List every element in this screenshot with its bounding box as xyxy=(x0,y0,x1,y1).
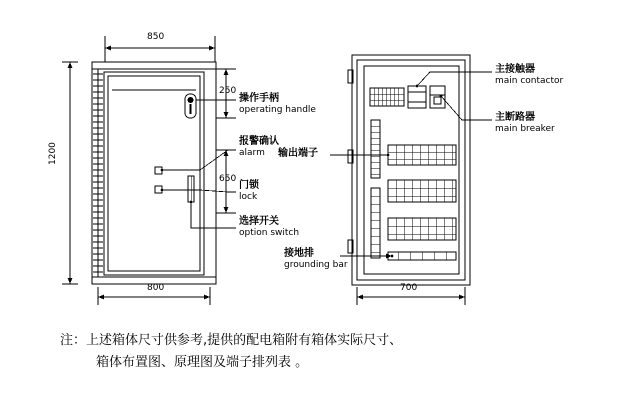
footer-note-line2: 箱体布置图、原理图及端子排列表 。 xyxy=(96,355,309,371)
callout-lock xyxy=(239,180,259,202)
callout-alarm-cn: 报警确认 xyxy=(239,136,279,147)
callout-option-switch-cn: 选择开关 xyxy=(239,216,279,227)
callout-operating-handle-en: operating handle xyxy=(239,104,316,115)
callout-grounding-bar xyxy=(284,248,348,270)
footer-note xyxy=(60,330,580,374)
callout-lock-cn: 门锁 xyxy=(239,180,259,191)
dim-left-width-top: 850 xyxy=(147,32,165,42)
callout-main-breaker-cn: 主断路器 xyxy=(495,112,535,123)
callout-lock-en: lock xyxy=(239,191,258,202)
callout-main-contactor-en: main contactor xyxy=(495,75,564,86)
callout-main-contactor xyxy=(495,64,563,86)
callout-grounding-bar-cn: 接地排 xyxy=(284,248,314,259)
callout-operating-handle xyxy=(239,93,316,115)
callout-main-breaker xyxy=(495,112,555,134)
callout-main-breaker-en: main breaker xyxy=(495,123,555,134)
callout-output-terminal-cn: 输出端子 xyxy=(278,148,318,159)
footer-note-line1: 注：上述箱体尺寸供参考,提供的配电箱附有箱体实际尺寸、 xyxy=(60,333,403,348)
dim-left-seg-mid: 650 xyxy=(219,174,237,184)
callout-grounding-bar-en: grounding bar xyxy=(284,259,348,270)
dim-left-seg-top: 250 xyxy=(219,86,237,96)
callout-alarm-en: alarm xyxy=(239,147,265,158)
callout-main-contactor-cn: 主接触器 xyxy=(495,64,535,75)
callout-alarm xyxy=(239,136,279,158)
callout-output-terminal xyxy=(278,148,318,160)
dim-left-width-bottom: 800 xyxy=(147,283,165,293)
callout-option-switch-en: option switch xyxy=(239,227,300,238)
callout-option-switch xyxy=(239,216,299,238)
dim-left-height-total: 1200 xyxy=(48,142,58,165)
dim-right-width-bottom: 700 xyxy=(400,283,418,293)
callout-operating-handle-cn: 操作手柄 xyxy=(239,93,279,104)
